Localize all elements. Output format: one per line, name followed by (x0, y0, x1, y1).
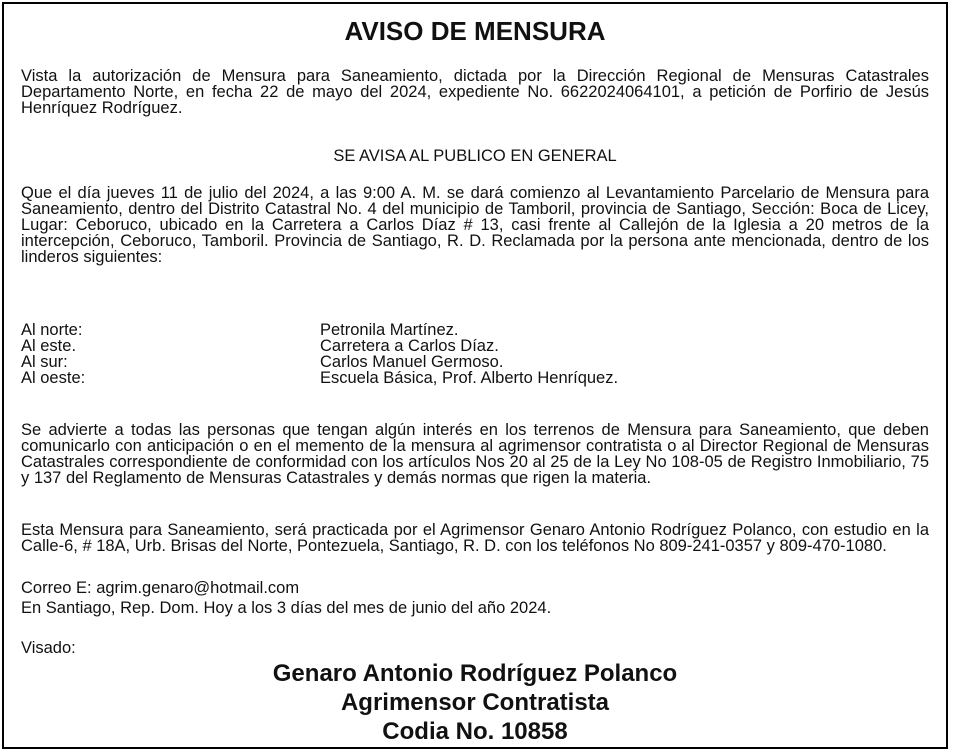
performed-by-paragraph: Esta Mensura para Saneamiento, será practicada por el Agrimensor Genaro Antonio Rodríguez Polanco, con estudio en la Calle-6, # 18A, Urb. Brisas del Norte, Pontezuela, Santiago, R. D. con los teléfonos No 809-241-0357 y 809-470-1080. (21, 521, 929, 555)
mensura-notice (2, 2, 948, 749)
boundary-row (21, 322, 921, 338)
boundary-direction: Al este. (21, 337, 77, 355)
notice-title: AVISO DE MENSURA (344, 16, 606, 46)
place-date: En Santiago, Rep. Dom. Hoy a los 3 días del mes de junio del año 2024. (21, 599, 552, 617)
public-announcement: SE AVISA AL PUBLICO EN GENERAL (333, 147, 617, 165)
boundary-row (21, 338, 921, 354)
warning-paragraph: Se advierte a todas las personas que tengan algún interés en los terrenos de Mensura para Saneamiento, que deben comunicarlo con anticipación o en el memento de la mensura al agrimensor contratista o al Director Regional de Mensuras Catastrales correspondiente de conformidad con los artículos Nos 20 al 25 de la Ley No 108-05 de Registro Inmobiliario, 75 y 137 del Reglamento de Mensuras Catastrales y demás normas que rigen la materia. (21, 421, 929, 487)
boundary-direction: Al oeste: (21, 369, 86, 387)
boundary-neighbor: Carlos Manuel Germoso. (320, 353, 504, 371)
boundary-direction: Al norte: (21, 321, 83, 339)
visado-label: Visado: (21, 639, 76, 657)
boundary-row (21, 354, 921, 370)
boundary-neighbor: Carretera a Carlos Díaz. (320, 337, 499, 355)
signature-codia: Codia No. 10858 (382, 718, 568, 745)
intro-paragraph: Vista la autorización de Mensura para Saneamiento, dictada por la Dirección Regional de Mensuras Catastrales Departamento Norte, en fecha 22 de mayo del 2024, expediente No. 6622024064101, a petición de Porfirio de Jesús Henríquez Rodríguez. (21, 67, 929, 117)
boundary-neighbor: Escuela Básica, Prof. Alberto Henríquez. (320, 369, 619, 387)
body-paragraph: Que el día jueves 11 de julio del 2024, a las 9:00 A. M. se dará comienzo al Levantamiento Parcelario de Mensura para Saneamiento, dentro del Distrito Catastral No. 4 del municipio de Tamboril, provincia de Santiago, Sección: Boca de Licey, Lugar: Ceboruco, ubicado en la Carretera a Carlos Díaz # 13, casi frente al Callejón de la Iglesia a 20 metros de la intercepción, Ceboruco, Tamboril. Provincia de Santiago, R. D. Reclamada por la persona ante mencionada, dentro de los linderos siguientes: (21, 184, 929, 266)
boundaries-list (21, 322, 921, 386)
boundary-row (21, 370, 921, 386)
boundary-direction: Al sur: (21, 353, 68, 371)
signature-name: Genaro Antonio Rodríguez Polanco (272, 660, 678, 687)
signature-role: Agrimensor Contratista (340, 689, 610, 716)
contact-email: Correo E: agrim.genaro@hotmail.com (21, 579, 300, 597)
boundary-neighbor: Petronila Martínez. (320, 321, 459, 339)
